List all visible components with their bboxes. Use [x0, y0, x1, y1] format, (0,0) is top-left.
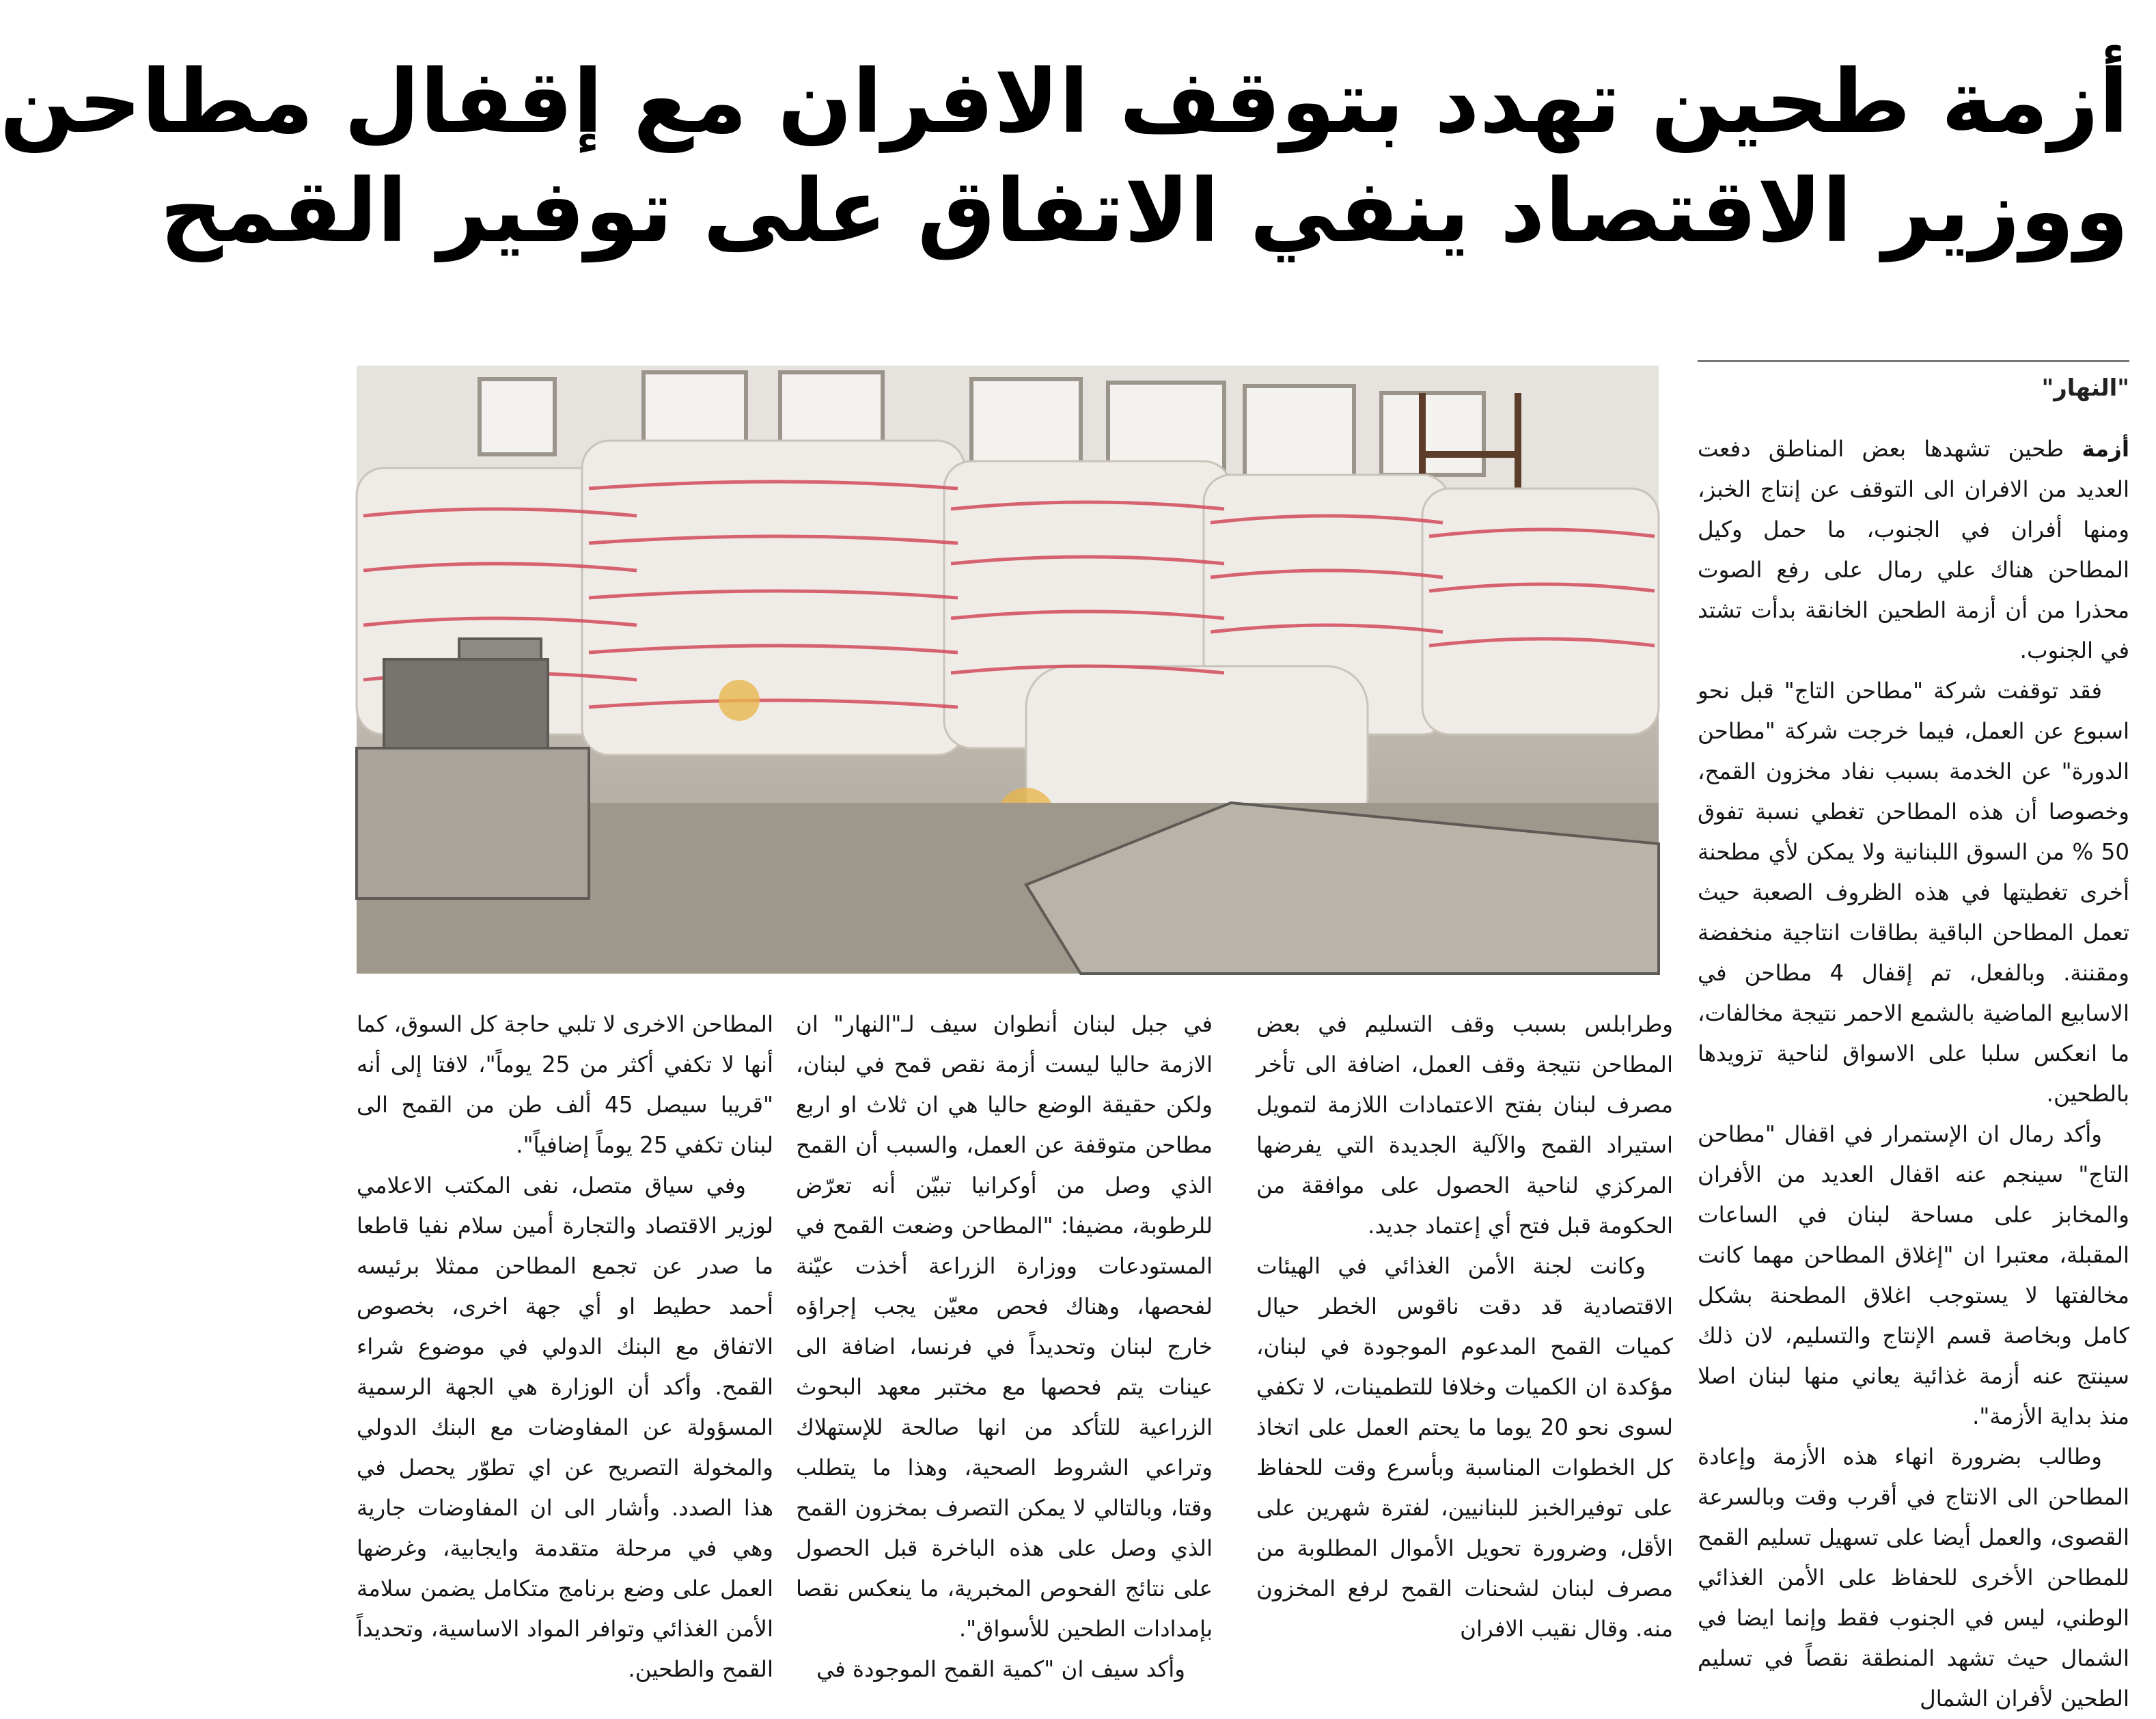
article-photo-flour-sacks [357, 366, 1659, 974]
paragraph: وأكد سيف ان "كمية القمح الموجودة في [816, 1656, 1185, 1682]
headline-line-2: ووزير الاقتصاد ينفي الاتفاق على توفير القمح [159, 161, 2129, 262]
article-column-1 [1698, 429, 2130, 1711]
flour-sacks-illustration [357, 366, 1659, 974]
paragraph: وكانت لجنة الأمن الغذائي في الهيئات الاقتصادية قد دقت ناقوس الخطر حيال كميات القمح المدعوم الموجودة في لبنان، مؤكدة ان الكميات وخلافا للتطمينات، لا تكفي لسوى نحو 20 يوما ما يحتم العمل على اتخاذ كل الخطوات المناسبة وبأسرع وقت للحفاظ على توفيرالخبز للبنانيين، لفترة شهرين على الأقل، وضرورة تحويل الأموال المطلوبة من مصرف لبنان لشحنات القمح لرفع المخزون منه. وقال نقيب الافران [1256, 1253, 1673, 1642]
paragraph: وفي سياق متصل، نفى المكتب الاعلامي لوزير الاقتصاد والتجارة أمين سلام نفيا قاطعا ما صدر عن تجمع المطاحن ممثلا برئيسه أحمد حطيط او أي جهة اخرى، بخصوص الاتفاق مع البنك الدولي في موضوع شراء القمح. وأكد أن الوزارة هي الجهة الرسمية المسؤولة عن المفاوضات مع البنك الدولي والمخولة التصريح عن اي تطوّر يحصل في هذا الصدد. وأشار الى ان المفاوضات جارية وهي في مرحلة متقدمة وايجابية، وغرضها العمل على وضع برنامج متكامل يضمن سلامة الأمن الغذائي وتوافر المواد الاساسية، وتحديداً القمح والطحين. [357, 1172, 773, 1682]
paragraph [1698, 429, 2129, 671]
article-column-4 [357, 1004, 774, 1682]
headline [0, 48, 2129, 266]
paragraph-text: طحين تشهدها بعض المناطق دفعت العديد من الافران الى التوقف عن إنتاج الخبز، ومنها أفران في الجنوب، ما حمل وكيل المطاحن هناك علي رمال على رفع الصوت محذرا من أن أزمة الطحين الخانقة بدأت تشتد في الجنوب. [1698, 436, 2129, 663]
paragraph: وطالب بضرورة انهاء هذه الأزمة وإعادة المطاحن الى الانتاج في أقرب وقت وبالسرعة القصوى، والعمل أيضا على تسهيل تسليم القمح للمطاحن الأخرى للحفاظ على الأمن الغذائي الوطني، ليس في الجنوب فقط وإنما ايضا في الشمال حيث تشهد المنطقة نقصاً في تسليم الطحين لأفران الشمال [1698, 1444, 2129, 1711]
source-divider [1698, 360, 2129, 362]
paragraph: فقد توقفت شركة "مطاحن التاج" قبل نحو اسبوع عن العمل، فيما خرجت شركة "مطاحن الدورة" عن الخدمة بسبب نفاد مخزون القمح، وخصوصا أن هذه المطاحن تغطي نسبة تفوق 50 % من السوق اللبنانية ولا يمكن لأي مطحنة أخرى تغطيتها في هذه الظروف الصعبة حيث تعمل المطاحن الباقية بطاقات انتاجية منخفضة ومقننة. وبالفعل، تم إقفال 4 مطاحن في الاسابيع الماضية بالشمع الاحمر نتيجة مخالفات، ما انعكس سلبا على الاسواق لناحية تزويدها بالطحين. [1698, 678, 2130, 1107]
article-column-2 [1256, 1004, 1673, 1642]
paragraph: وأكد رمال ان الإستمرار في اقفال "مطاحن التاج" سينجم عنه اقفال العديد من الأفران والمخابز على مساحة لبنان في الساعات المقبلة، معتبرا ان "إغلاق المطاحن مهما كانت مخالفتها لا يستوجب اغلاق المطحنة بشكل كامل وبخاصة قسم الإنتاج والتسليم، لان ذلك سينتج عنه أزمة غذائية يعاني منها لبنان اصلا منذ بداية الأزمة". [1698, 1121, 2129, 1429]
paragraph: وطرابلس بسبب وقف التسليم في بعض المطاحن نتيجة وقف العمل، اضافة الى تأخر مصرف لبنان بفتح الاعتمادات اللازمة لتمويل استيراد القمح والآلية الجديدة التي يفرضها المركزي لناحية الحصول على موافقة من الحكومة قبل فتح أي إعتماد جديد. [1256, 1011, 1673, 1239]
paragraph: المطاحن الاخرى لا تلبي حاجة كل السوق، كما أنها لا تكفي أكثر من 25 يوماً"، لافتا إلى أنه "قريبا سيصل 45 ألف طن من القمح الى لبنان تكفي 25 يوماً إضافياً". [357, 1011, 774, 1158]
lead-word: أزمة [2082, 436, 2129, 462]
source-credit: "النهار" [2041, 374, 2129, 402]
headline-line-1: أزمة طحين تهدد بتوقف الافران مع إقفال مطاحن [0, 51, 2129, 153]
paragraph: في جبل لبنان أنطوان سيف لـ"النهار" ان الازمة حاليا ليست أزمة نقص قمح في لبنان، ولكن حقيقة الوضع حاليا هي ان ثلاث او اربع مطاحن متوقفة عن العمل، والسبب أن القمح الذي وصل من أوكرانيا تبيّن أنه تعرّض للرطوبة، مضيفا: "المطاحن وضعت القمح في المستودعات ووزارة الزراعة أخذت عيّنة لفحصها، وهناك فحص معيّن يجب إجراؤه خارج لبنان وتحديداً في فرنسا، اضافة الى عينات يتم فحصها مع مختبر معهد البحوث الزراعية للتأكد من انها صالحة للإستهلاك وتراعي الشروط الصحية، وهذا ما يتطلب وقتا، وبالتالي لا يمكن التصرف بمخزون القمح الذي وصل على هذه الباخرة قبل الحصول على نتائج الفحوص المخبرية، ما ينعكس نقصا بإمدادات الطحين للأسواق". [796, 1011, 1213, 1642]
article-column-3 [796, 1004, 1213, 1682]
